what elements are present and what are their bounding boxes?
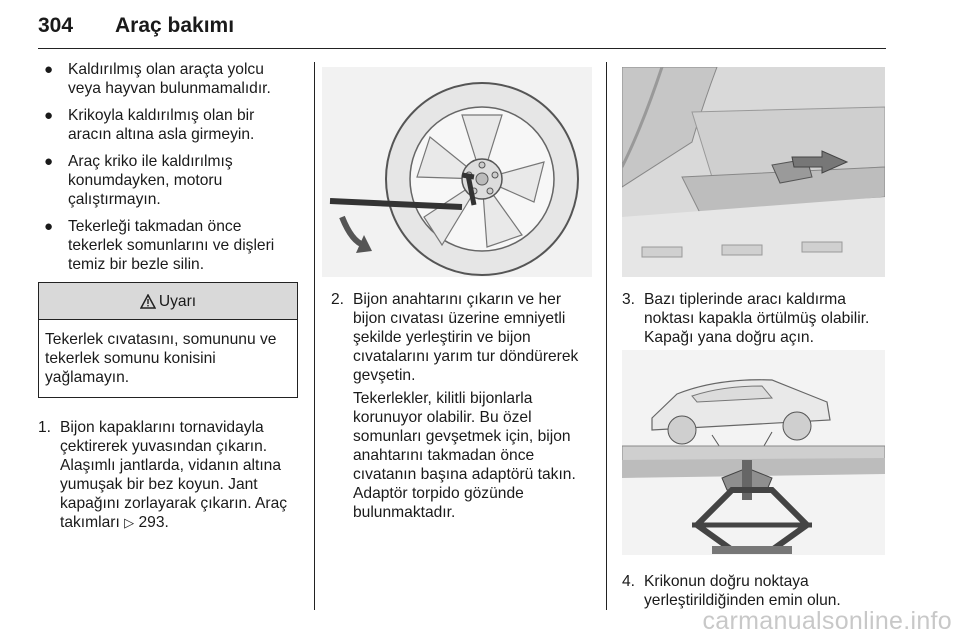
page-header (38, 6, 886, 46)
column-divider (606, 62, 607, 610)
warning-title: Uyarı (158, 292, 197, 310)
bullet-item: ● Araç kriko ile kaldırılmış konumdayken, motoru çalıştırmayın. (44, 153, 233, 208)
jacking-point-cover-illustration (622, 67, 885, 277)
bullet-dot-icon: ● (44, 218, 54, 235)
warning-box (38, 282, 298, 398)
step-number: 2. (331, 291, 345, 308)
bullet-item: ● Tekerleği takmadan önce tekerlek somunlarını ve dişleri temiz bir bezle silin. (44, 218, 275, 273)
header-divider (38, 48, 886, 49)
bullet-dot-icon: ● (44, 153, 54, 170)
step-text: Krikonun doğru noktaya yerleştirildiğinden emin olun. (644, 573, 841, 609)
step-number: 1. (38, 419, 52, 436)
warning-header (39, 283, 297, 320)
step-number: 4. (622, 573, 636, 590)
bullet-dot-icon: ● (44, 61, 54, 78)
section-title: Araç bakımı (115, 14, 235, 37)
warning-text: Tekerlek cıvatasını, somununu ve tekerlek somunu konisini yağlamayın. (45, 331, 277, 386)
page-reference: 293. (138, 514, 169, 531)
step-1 (38, 418, 300, 532)
bullet-item: ● Krikoyla kaldırılmış olan bir aracın altına asla girmeyin. (44, 107, 255, 143)
column-divider (314, 62, 315, 610)
column-2 (331, 290, 593, 526)
step-2 (331, 290, 593, 522)
car-jack-illustration (622, 350, 885, 555)
column-3 (622, 290, 887, 351)
page-reference-arrow-icon: ▷ (124, 515, 135, 530)
step-number: 3. (622, 291, 636, 308)
bullet-item: ● Kaldırılmış olan araçta yolcu veya hayvan bulunmamalıdır. (44, 61, 271, 97)
column-1 (38, 60, 300, 532)
step-4 (622, 572, 887, 610)
warning-triangle-icon (140, 294, 156, 309)
page-number: 304 (38, 14, 74, 37)
step-text: Bazı tiplerinde aracı kaldırma noktası kapakla örtülmüş olabilir. Kapağı yana doğru açın. (644, 291, 870, 346)
watermark: carmanualsonline.info (702, 607, 952, 635)
step-text: Bijon anahtarını çıkarın ve her bijon cıvatası üzerine emniyetli şekilde yerleştirin ve bijon cıvatalarını yarım tur döndürerek gevşetin. (353, 291, 579, 384)
bullet-dot-icon: ● (44, 107, 54, 124)
step-text-note: Tekerlekler, kilitli bijonlarla korunuyor olabilir. Bu özel somunları gevşetmek için, bijon anahtarını takmadan önce cıvatanın başına adaptörü takın. Adaptör torpido gözünde bulunmaktadır. (353, 390, 576, 521)
step-3 (622, 290, 887, 347)
wheel-wrench-illustration (322, 67, 592, 277)
step-text: Bijon kapaklarını tornavidayla çektirerek yuvasından çıkarın. Alaşımlı jantlarda, vidanın altına yumuşak bir bez koyun. Jant kapağını zorlayarak çıkarın. Araç takımları (60, 419, 288, 531)
